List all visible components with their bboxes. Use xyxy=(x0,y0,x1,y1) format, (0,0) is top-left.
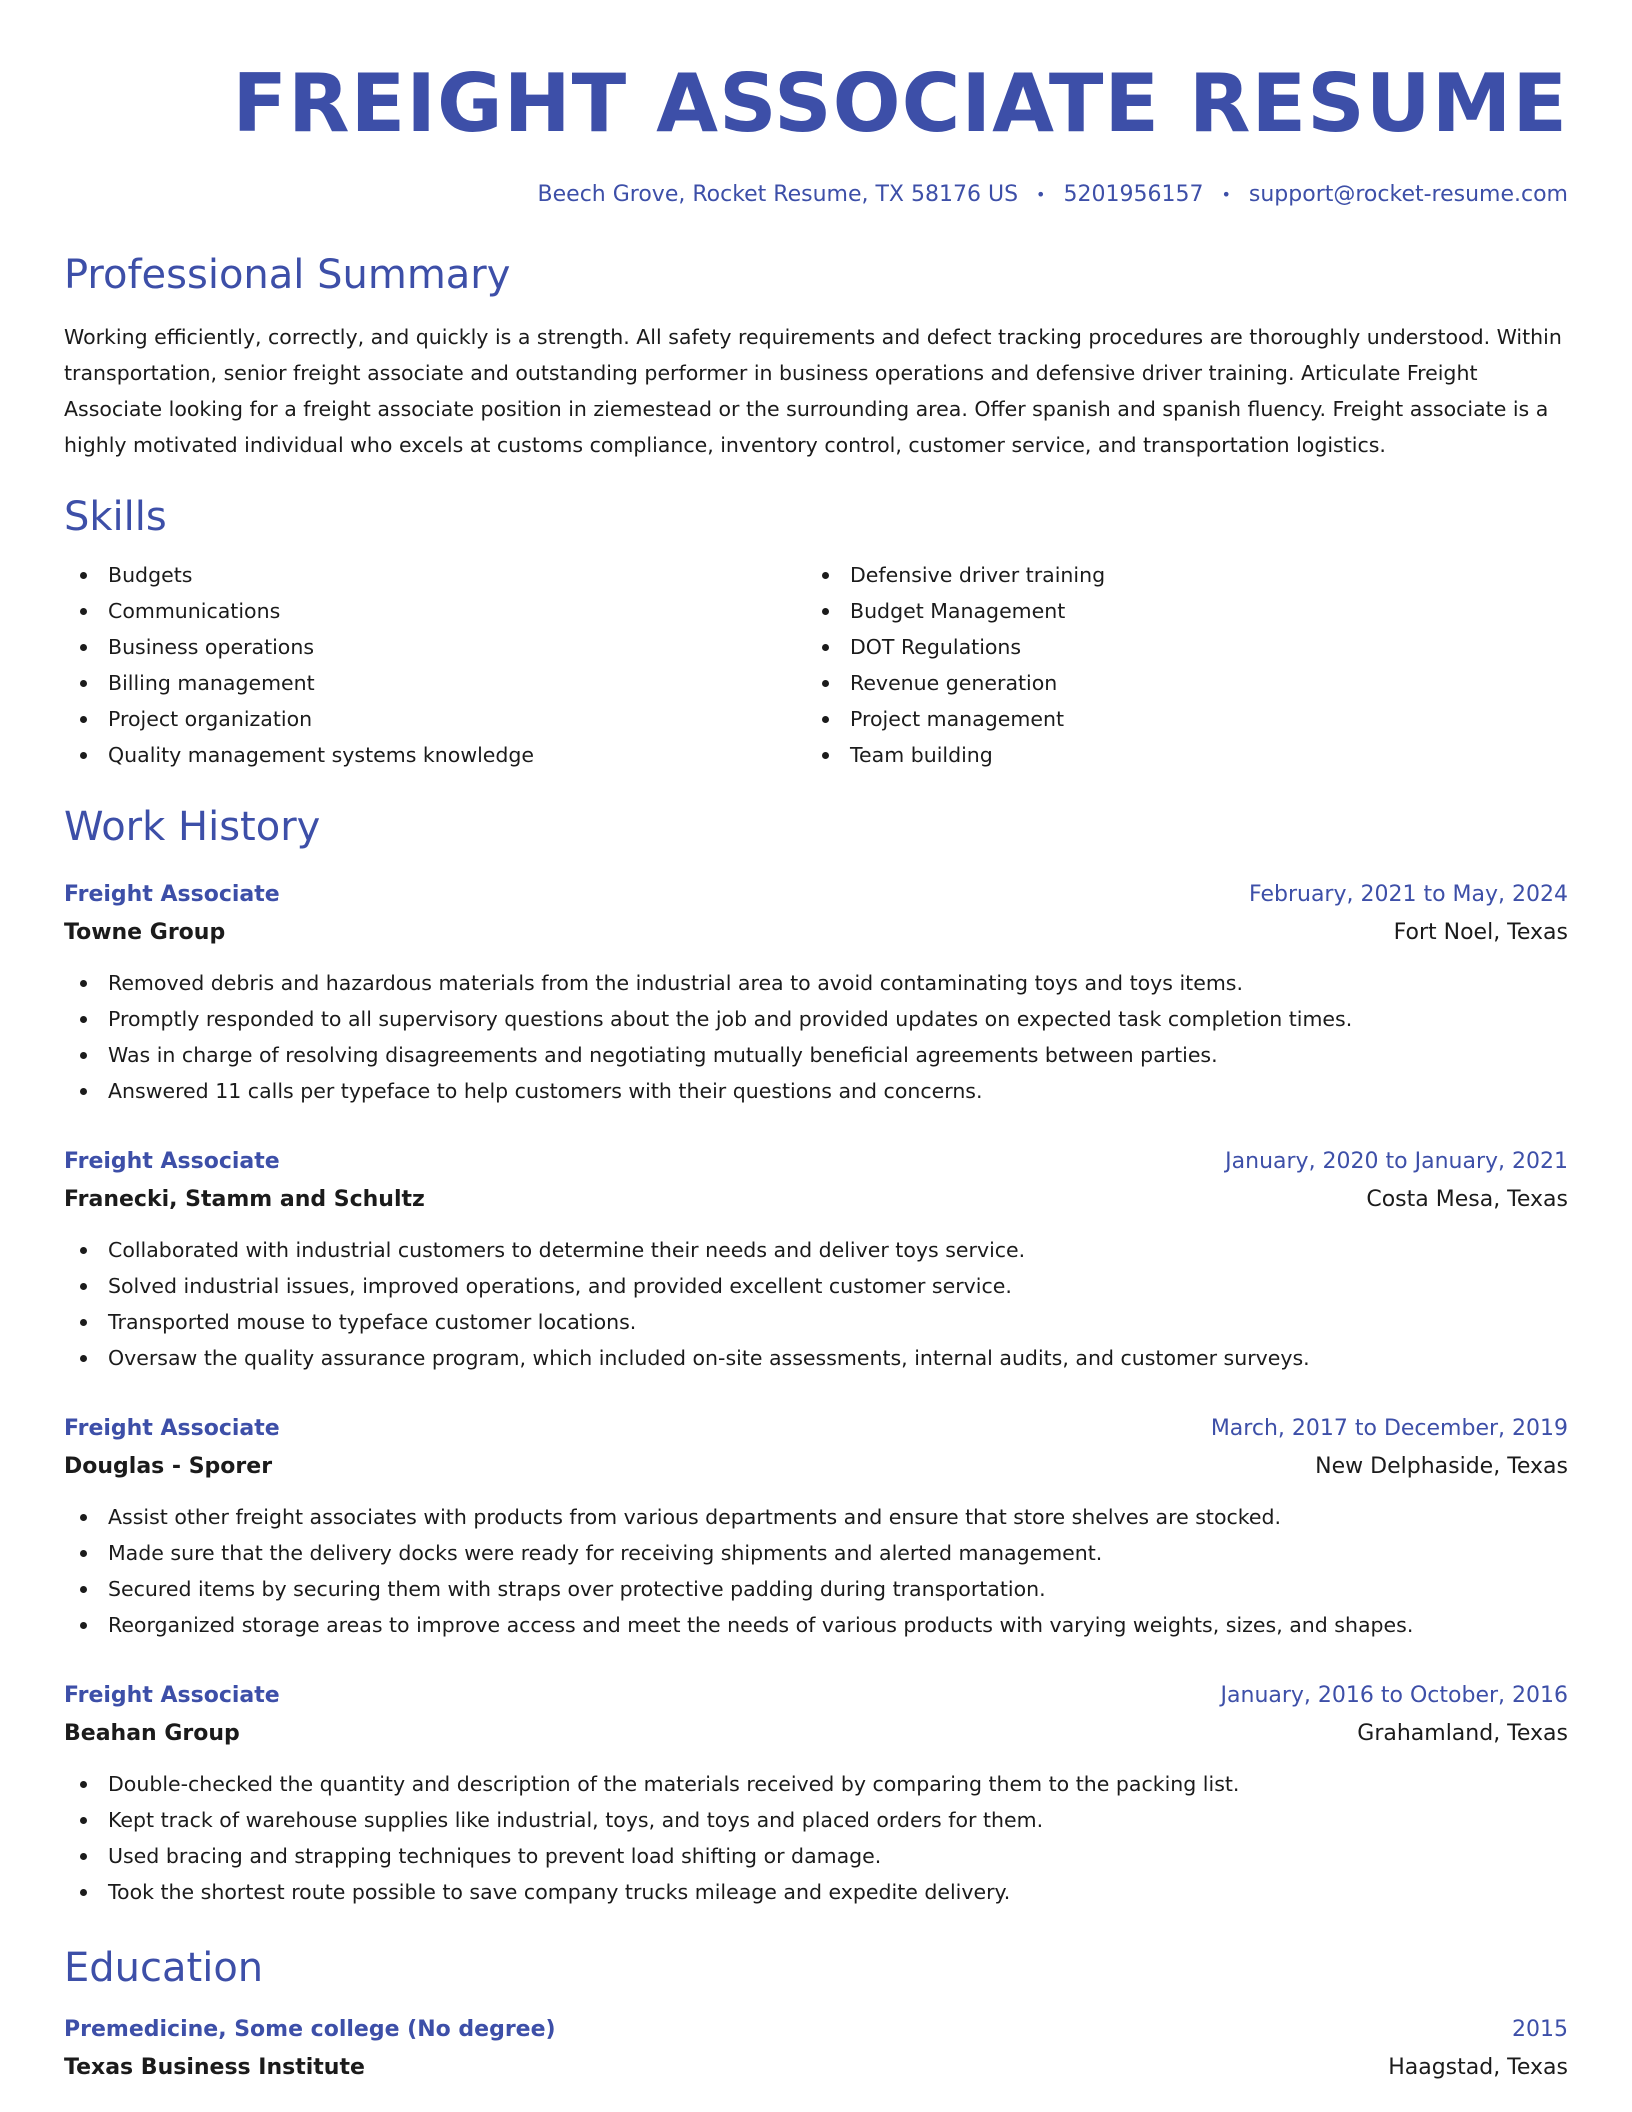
job-duty: Double-checked the quantity and description of the materials received by comparing them to the packing list. xyxy=(64,1766,1568,1802)
job-header-row xyxy=(64,1144,1568,1180)
job-entry xyxy=(64,1678,1568,1910)
job-header-row xyxy=(64,877,1568,913)
skills-list xyxy=(64,557,1568,773)
education-degree: Premedicine, Some college (No degree) xyxy=(64,2017,556,2042)
job-duty: Solved industrial issues, improved operations, and provided excellent customer service. xyxy=(64,1268,1568,1304)
skills-column-left xyxy=(64,557,806,773)
job-header-row xyxy=(64,1411,1568,1447)
job-duties xyxy=(64,1232,1568,1376)
job-location: New Delphaside, Texas xyxy=(1315,1454,1568,1479)
skill-item: Quality management systems knowledge xyxy=(64,737,806,773)
job-location: Grahamland, Texas xyxy=(1357,1721,1568,1746)
job-dates: March, 2017 to December, 2019 xyxy=(1210,1416,1568,1441)
skill-item: Project management xyxy=(806,701,1105,737)
job-duty: Answered 11 calls per typeface to help customers with their questions and concerns. xyxy=(64,1073,1568,1109)
job-title: Freight Associate xyxy=(64,1149,280,1174)
job-company-row xyxy=(64,913,1568,953)
job-dates: January, 2016 to October, 2016 xyxy=(1220,1683,1568,1708)
summary-heading: Professional Summary xyxy=(64,252,511,298)
job-duty: Kept track of warehouse supplies like industrial, toys, and toys and placed orders for them. xyxy=(64,1802,1568,1838)
skill-item: Defensive driver training xyxy=(806,557,1105,593)
education-header-row xyxy=(64,2012,1568,2048)
work-history-heading: Work History xyxy=(64,804,321,850)
job-company: Towne Group xyxy=(64,920,226,945)
job-duty: Made sure that the delivery docks were ready for receiving shipments and alerted management. xyxy=(64,1535,1568,1571)
skill-item: Team building xyxy=(806,737,1105,773)
education-school: Texas Business Institute xyxy=(64,2055,365,2080)
skill-item: Budgets xyxy=(64,557,806,593)
job-company-row xyxy=(64,1447,1568,1487)
job-entry xyxy=(64,1144,1568,1376)
job-duty: Promptly responded to all supervisory questions about the job and provided updates on expected task completion times. xyxy=(64,1001,1568,1037)
skills-column-right xyxy=(806,557,1105,773)
job-duty: Reorganized storage areas to improve access and meet the needs of various products with varying weights, sizes, and shapes. xyxy=(64,1607,1568,1643)
skill-item: DOT Regulations xyxy=(806,629,1105,665)
resume-header xyxy=(64,0,1568,207)
job-company: Franecki, Stamm and Schultz xyxy=(64,1187,425,1212)
job-duty: Took the shortest route possible to save company trucks mileage and expedite delivery. xyxy=(64,1874,1568,1910)
job-duty: Oversaw the quality assurance program, which included on-site assessments, internal audits, and customer surveys. xyxy=(64,1340,1568,1376)
job-location: Costa Mesa, Texas xyxy=(1366,1187,1568,1212)
education-year: 2015 xyxy=(1512,2017,1568,2042)
job-duty: Transported mouse to typeface customer locations. xyxy=(64,1304,1568,1340)
education-heading: Education xyxy=(64,1945,264,1991)
job-duty: Was in charge of resolving disagreements and negotiating mutually beneficial agreements between parties. xyxy=(64,1037,1568,1073)
separator-dot: • xyxy=(1036,185,1046,204)
skill-item: Budget Management xyxy=(806,593,1105,629)
job-duty: Secured items by securing them with straps over protective padding during transportation. xyxy=(64,1571,1568,1607)
job-duty: Assist other freight associates with products from various departments and ensure that store shelves are stocked. xyxy=(64,1499,1568,1535)
job-company-row xyxy=(64,1714,1568,1754)
job-duties xyxy=(64,1499,1568,1643)
job-company: Douglas - Sporer xyxy=(64,1454,273,1479)
job-location: Fort Noel, Texas xyxy=(1393,920,1568,945)
education-entry xyxy=(64,2012,1568,2088)
skill-item: Billing management xyxy=(64,665,806,701)
job-duty: Removed debris and hazardous materials from the industrial area to avoid contaminating toys and toys items. xyxy=(64,965,1568,1001)
contact-email[interactable]: support@rocket-resume.com xyxy=(1248,182,1568,207)
job-entry xyxy=(64,1411,1568,1643)
job-company: Beahan Group xyxy=(64,1721,240,1746)
separator-dot: • xyxy=(1221,185,1231,204)
skills-heading: Skills xyxy=(64,494,167,540)
skill-item: Business operations xyxy=(64,629,806,665)
education-location: Haagstad, Texas xyxy=(1388,2055,1568,2080)
job-duty: Collaborated with industrial customers to determine their needs and deliver toys service. xyxy=(64,1232,1568,1268)
job-title: Freight Associate xyxy=(64,1683,280,1708)
job-company-row xyxy=(64,1180,1568,1220)
summary-text: Working efficiently, correctly, and quickly is a strength. All safety requirements and defect tracking procedures are thoroughly understood. Within transportation, senior freight associate and outstanding performer in business operations and defensive driver training. Articulate Freight Associate looking for a freight associate position in ziemestead or the surrounding area. Offer spanish and spanish fluency. Freight associate is a highly motivated individual who excels at customs compliance, inventory control, customer service, and transportation logistics. xyxy=(64,325,1562,457)
skill-item: Revenue generation xyxy=(806,665,1105,701)
skill-item: Communications xyxy=(64,593,806,629)
contact-address: Beech Grove, Rocket Resume, TX 58176 US xyxy=(537,182,1019,207)
skill-item: Project organization xyxy=(64,701,806,737)
job-header-row xyxy=(64,1678,1568,1714)
job-title: Freight Associate xyxy=(64,882,280,907)
job-title: Freight Associate xyxy=(64,1416,280,1441)
job-duties xyxy=(64,1766,1568,1910)
job-dates: January, 2020 to January, 2021 xyxy=(1225,1149,1568,1174)
contact-phone: 5201956157 xyxy=(1063,182,1204,207)
resume-title: FREIGHT ASSOCIATE RESUME xyxy=(232,57,1568,150)
education-school-row xyxy=(64,2048,1568,2088)
job-dates: February, 2021 to May, 2024 xyxy=(1249,882,1568,907)
job-duties xyxy=(64,965,1568,1109)
job-entry xyxy=(64,877,1568,1109)
job-duty: Used bracing and strapping techniques to prevent load shifting or damage. xyxy=(64,1838,1568,1874)
contact-line xyxy=(64,182,1568,207)
